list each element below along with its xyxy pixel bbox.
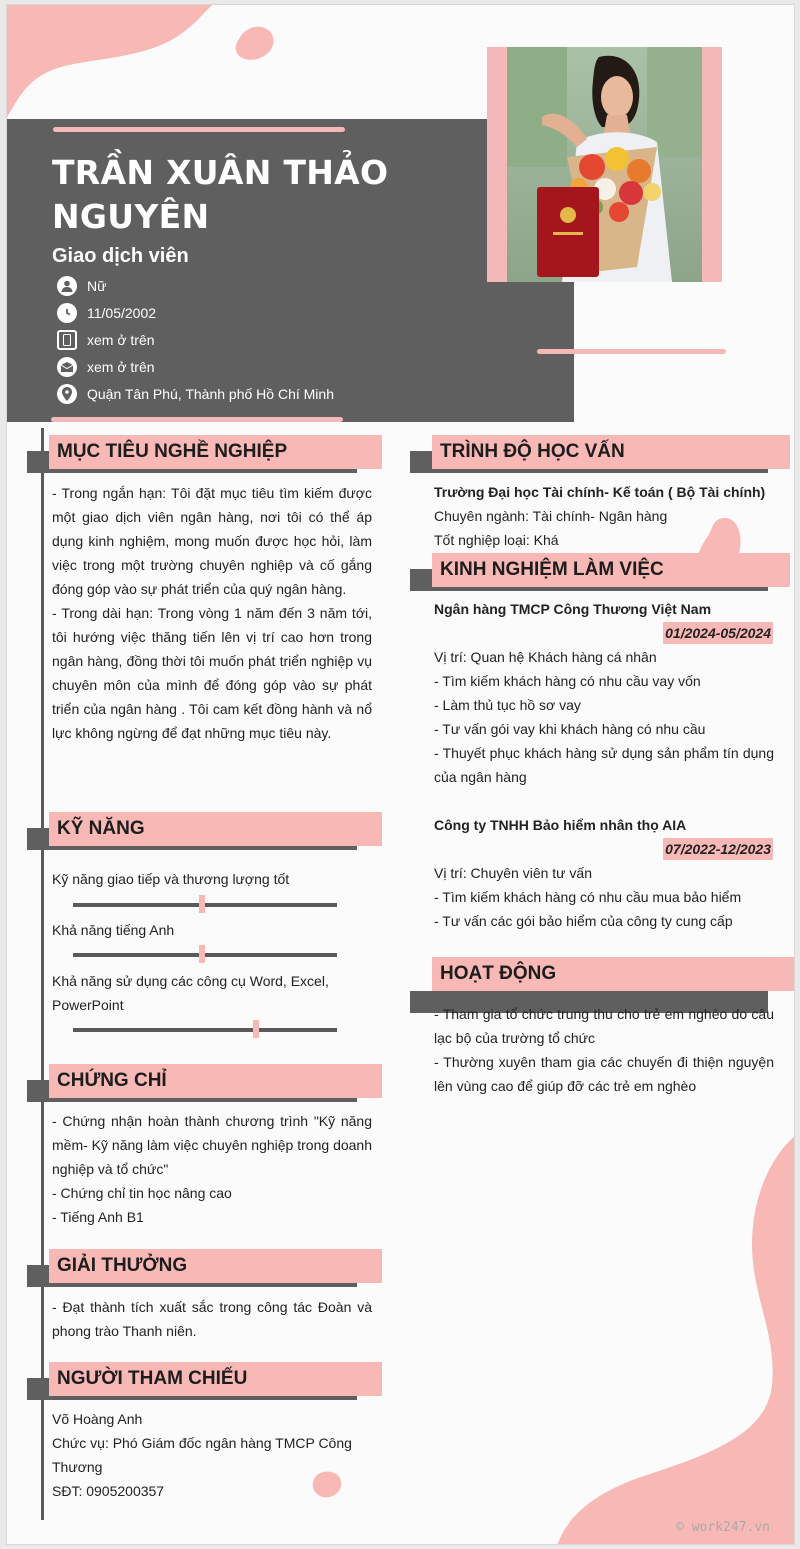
gender-text: Nữ	[87, 278, 107, 294]
clock-icon	[57, 303, 77, 323]
certificate-item: - Tiếng Anh B1	[52, 1209, 144, 1225]
profile-photo	[507, 47, 702, 282]
decorative-blob-top-left	[7, 5, 327, 125]
cv-page	[6, 4, 795, 1545]
section-header-references	[27, 1362, 382, 1400]
left-timeline	[41, 428, 44, 1520]
section-header-education	[410, 435, 795, 473]
job-position: Vị trí: Quan hệ Khách hàng cá nhân	[434, 649, 657, 665]
job-position: Vị trí: Chuyên viên tư vấn	[434, 865, 592, 881]
activities-list	[434, 1002, 774, 1098]
certificate-item: - Chứng nhận hoàn thành chương trình "Kỹ năng mềm- Kỹ năng làm việc chuyên nghiệp trong doanh nghiệp và tổ chức"	[52, 1113, 372, 1177]
skill-level-marker	[253, 1020, 259, 1038]
section-title: CHỨNG CHỈ	[49, 1064, 382, 1098]
info-gender	[57, 275, 106, 297]
address-text: Quận Tân Phú, Thành phố Hồ Chí Minh	[87, 386, 334, 402]
skill-level-marker	[199, 895, 205, 913]
skill-level-bar	[73, 903, 337, 907]
section-title: KINH NGHIỆM LÀM VIỆC	[432, 553, 790, 587]
awards-text: - Đạt thành tích xuất sắc trong công tác Đoàn và phong trào Thanh niên.	[52, 1299, 372, 1339]
skill-label: Kỹ năng giao tiếp và thương lượng tốt	[52, 871, 290, 887]
objective-text	[52, 481, 372, 745]
certificate-item: - Chứng chỉ tin học nâng cao	[52, 1185, 232, 1201]
skill-label: Khả năng tiếng Anh	[52, 922, 175, 938]
info-birthday	[57, 302, 156, 324]
phone-text: xem ở trên	[87, 332, 155, 348]
activity-item: - Thường xuyên tham gia các chuyến đi thiện nguyện lên vùng cao để giúp đỡ các trẻ em nghèo	[434, 1054, 774, 1094]
reference-position: Chức vụ: Phó Giám đốc ngân hàng TMCP Công Thương	[52, 1435, 352, 1475]
job-period-badge: 07/2022-12/2023	[663, 838, 773, 860]
photo-accent-bar	[537, 349, 726, 354]
section-header-certificates	[27, 1064, 382, 1102]
job-company	[434, 813, 774, 837]
objective-long-term: - Trong dài hạn: Trong vòng 1 năm đến 3 năm tới, tôi hướng việc thăng tiến lên vị trí cao hơn trong ngân hàng, đồng thời tôi muốn phát triển nghiệp vụ chuyên môn của mình để đóng góp vào sự phát triển của ngân hàng . Tôi cam kết đồng hành và nổ lực không ngừng để đạt những mục tiêu này.	[52, 605, 372, 741]
location-icon	[57, 384, 77, 404]
job-company-name: Ngân hàng TMCP Công Thương Việt Nam	[434, 601, 712, 617]
birthday-text: 11/05/2002	[87, 305, 157, 321]
skill-label: Khả năng sử dụng các công cụ Word, Excel, PowerPoint	[52, 973, 329, 1013]
info-phone	[57, 329, 155, 351]
objective-short-term: - Trong ngắn hạn: Tôi đặt mục tiêu tìm kiếm được một giao dịch viên ngân hàng, nơi tôi có thể áp dụng kinh nghiệm, mong muốn được học hỏi, làm việc trong một trường chuyên nghiệp và cố gắng đóng góp vào sự phát triển của quý ngân hàng.	[52, 485, 372, 597]
section-header-activities	[410, 957, 795, 995]
job-details	[434, 645, 774, 789]
info-address	[57, 383, 334, 405]
education-school: Trường Đại học Tài chính- Kế toán ( Bộ Tài chính)	[434, 484, 766, 500]
job-task: - Làm thủ tục hồ sơ vay	[434, 697, 581, 713]
job-period-badge: 01/2024-05/2024	[663, 622, 773, 644]
job-task: - Tư vấn gói vay khi khách hàng có nhu cầu	[434, 721, 706, 737]
user-icon	[57, 276, 77, 296]
info-email	[57, 356, 155, 378]
section-title: MỤC TIÊU NGHỀ NGHIỆP	[49, 435, 382, 469]
job-company-name: Công ty TNHH Bảo hiểm nhân thọ AIA	[434, 817, 687, 833]
education-block	[434, 480, 774, 552]
references-block	[52, 1407, 372, 1503]
job-task: - Tư vấn các gói bảo hiểm của công ty cung cấp	[434, 913, 733, 929]
decorative-blob-bottom-right	[547, 1135, 795, 1545]
education-major: Chuyên ngành: Tài chính- Ngân hàng	[434, 508, 668, 524]
education-grade: Tốt nghiệp loại: Khá	[434, 532, 559, 548]
section-header-awards	[27, 1249, 382, 1287]
section-title: GIẢI THƯỞNG	[49, 1249, 382, 1283]
skill-level-bar	[73, 953, 337, 957]
section-header-skills	[27, 812, 382, 850]
footer-credit: © work247.vn	[676, 1520, 770, 1535]
email-text: xem ở trên	[87, 359, 155, 375]
header-accent-bar	[53, 127, 345, 132]
section-title: NGƯỜI THAM CHIẾU	[49, 1362, 382, 1396]
job-title: Giao dịch viên	[52, 245, 189, 267]
job-task: - Tìm kiếm khách hàng có nhu cầu mua bảo hiểm	[434, 889, 742, 905]
section-header-objective	[27, 435, 382, 473]
job-company	[434, 597, 774, 621]
reference-phone: SĐT: 0905200357	[52, 1483, 165, 1499]
job-details	[434, 861, 774, 933]
section-title: KỸ NĂNG	[49, 812, 382, 846]
job-task: - Thuyết phục khách hàng sử dụng sản phẩm tín dụng của ngân hàng	[434, 745, 774, 785]
header-accent-bar	[51, 417, 343, 422]
section-title: HOẠT ĐỘNG	[432, 957, 794, 991]
skill-level-bar	[73, 1028, 337, 1032]
section-header-experience	[410, 553, 795, 591]
skill-level-marker	[199, 945, 205, 963]
phone-icon	[57, 330, 77, 350]
activity-item: - Tham gia tổ chức trung thu cho trẻ em nghèo do câu lạc bộ của trường tổ chức	[434, 1006, 774, 1046]
mail-icon	[57, 357, 77, 377]
reference-name: Võ Hoàng Anh	[52, 1411, 143, 1427]
section-title: TRÌNH ĐỘ HỌC VẤN	[432, 435, 790, 469]
certificates-list	[52, 1109, 372, 1229]
candidate-name: TRẦN XUÂN THẢO NGUYÊN	[52, 153, 389, 236]
job-task: - Tìm kiếm khách hàng có nhu cầu vay vốn	[434, 673, 701, 689]
